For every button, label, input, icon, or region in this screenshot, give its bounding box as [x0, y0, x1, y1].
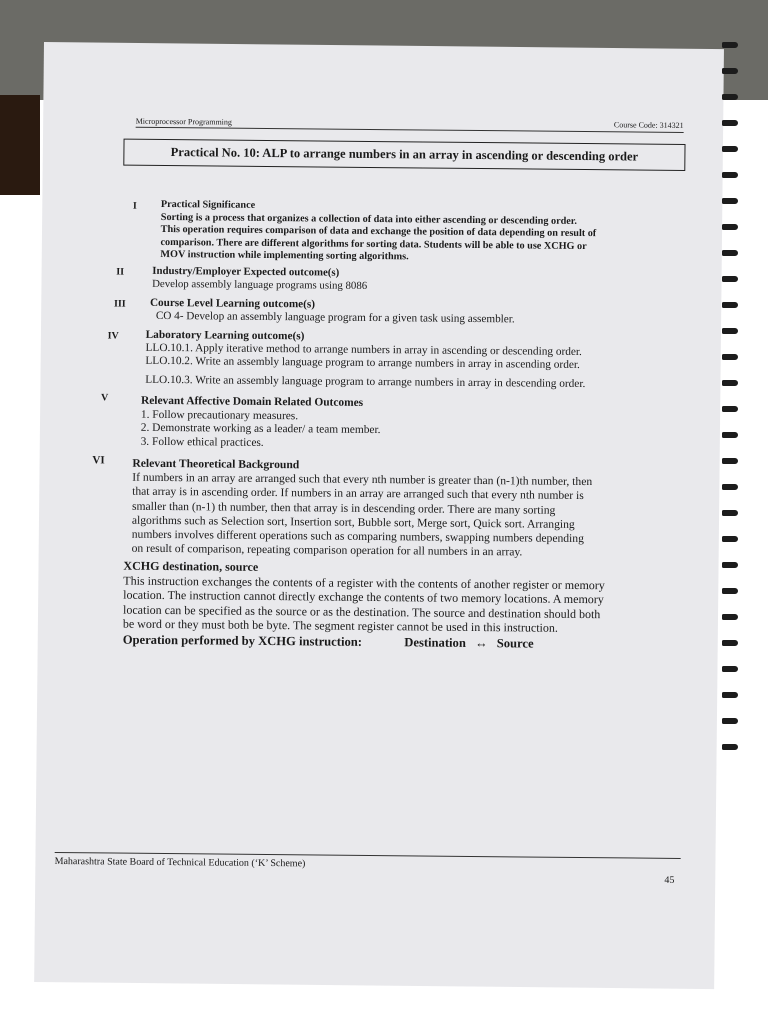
- exchange-arrow-icon: ↔: [474, 635, 488, 651]
- operation-label: Operation performed by XCHG instruction:: [122, 632, 363, 649]
- text-line: LLO.10.3. Write an assembly language program to arrange numbers in array in descending order.: [145, 373, 586, 391]
- text-line: LLO.10.1. Apply iterative method to arrange numbers in array in ascending or descending order.: [145, 341, 582, 359]
- section-affective-outcomes: [141, 395, 681, 455]
- section-theoretical-background: [132, 457, 681, 562]
- coil: [722, 640, 738, 646]
- section-number: III: [113, 298, 126, 310]
- coil: [722, 406, 738, 412]
- coil: [722, 224, 738, 230]
- list-item: 3. Follow ethical practices.: [140, 435, 264, 449]
- course-code: Course Code: 314321: [613, 120, 684, 130]
- coil: [722, 484, 738, 490]
- coil: [722, 510, 738, 516]
- section-number: V: [101, 392, 109, 404]
- text-line: smaller than (n-1) th number, then that array is in descending order. There are many sorting: [131, 499, 556, 517]
- page-number: 45: [664, 874, 675, 886]
- section-practical-significance: [160, 199, 681, 267]
- section-number: II: [116, 266, 125, 278]
- text-line: Sorting is a process that organizes a collection of data into either ascending or descending order.: [160, 211, 578, 227]
- text-line: on result of comparison, repeating comparison operation for all numbers in an array.: [131, 541, 523, 559]
- coil: [722, 692, 738, 698]
- list-item: 2. Demonstrate working as a leader/ a team member.: [140, 421, 381, 437]
- text-line: be word or they must both be byte. The segment register cannot be used in this instruction.: [122, 616, 558, 636]
- coil: [722, 94, 738, 100]
- section-heading: Relevant Theoretical Background: [132, 456, 300, 472]
- text-line: numbers involves different operations such as comparing numbers, swapping numbers depending: [131, 527, 584, 546]
- text-line: If numbers in an array are arranged such that every nth number is greater than (n-1)th number, then: [132, 470, 593, 489]
- coil: [722, 562, 738, 568]
- coil: [722, 432, 738, 438]
- section-heading: Laboratory Learning outcome(s): [145, 328, 305, 343]
- section-heading: Relevant Affective Domain Related Outcomes: [140, 394, 364, 409]
- coil: [722, 380, 738, 386]
- list-item: 1. Follow precautionary measures.: [140, 408, 299, 422]
- text-line: Develop assembly language programs using 8086: [152, 277, 368, 292]
- operation-source: Source: [496, 636, 534, 651]
- text-line: algorithms such as Selection sort, Insertion sort, Bubble sort, Merge sort, Quick sort. Arranging: [131, 513, 575, 531]
- page-footer: [54, 852, 681, 886]
- coil: [722, 614, 738, 620]
- coil: [722, 744, 738, 750]
- text-line: LLO.10.2. Write an assembly language program to arrange numbers in array in ascending order.: [145, 354, 580, 371]
- running-header: [136, 113, 684, 133]
- spiral-binding: [716, 42, 738, 782]
- coil: [722, 588, 738, 594]
- text-line: CO 4- Develop an assembly language program for a given task using assembler.: [155, 309, 515, 326]
- coil: [722, 536, 738, 542]
- coil: [722, 328, 738, 334]
- section-course-outcome: [150, 297, 680, 328]
- background-edge: [0, 95, 40, 195]
- practical-title: Practical No. 10: ALP to arrange numbers in an array in ascending or descending order: [123, 139, 685, 171]
- section-heading: Course Level Learning outcome(s): [149, 296, 316, 311]
- coil: [722, 458, 738, 464]
- text-line: location. The instruction cannot directly exchange the contents of two memory locations. A memory: [123, 587, 604, 607]
- operation-destination: Destination: [404, 635, 466, 650]
- xchg-heading: XCHG destination, source: [123, 558, 259, 574]
- board-name: Maharashtra State Board of Technical Education (‘K’ Scheme): [54, 855, 306, 870]
- section-number: I: [132, 200, 137, 212]
- subject-name: Microprocessor Programming: [135, 116, 232, 127]
- text-line: This operation requires comparison of data and exchange the position of data depending on result of: [160, 224, 597, 240]
- section-industry-outcome: [152, 265, 672, 296]
- coil: [722, 250, 738, 256]
- text-line: MOV instruction while implementing sorting algorithms.: [160, 249, 409, 263]
- section-lab-outcome: [145, 329, 686, 392]
- coil: [722, 42, 738, 48]
- section-heading: Industry/Employer Expected outcome(s): [152, 264, 340, 279]
- section-heading: Practical Significance: [160, 198, 256, 211]
- document-page: [54, 92, 688, 898]
- section-number: VI: [92, 454, 105, 467]
- coil: [722, 718, 738, 724]
- coil: [722, 198, 738, 204]
- xchg-section: [123, 559, 684, 653]
- coil: [722, 354, 738, 360]
- coil: [722, 146, 738, 152]
- text-line: location can be specified as the source or as the destination. The source and destination should both: [122, 602, 601, 621]
- text-line: that array is in ascending order. If numbers in an array are arranged such that every nth number is: [132, 485, 584, 503]
- coil: [722, 172, 738, 178]
- coil: [722, 276, 738, 282]
- coil: [722, 120, 738, 126]
- text-line: comparison. There are different algorithms for sorting data. Students will be able to use XCHG or: [160, 236, 587, 252]
- coil: [722, 666, 738, 672]
- coil: [722, 302, 738, 308]
- text-line: This instruction exchanges the contents of a register with the contents of another register or memory: [123, 573, 605, 592]
- section-number: IV: [107, 330, 119, 342]
- coil: [722, 68, 738, 74]
